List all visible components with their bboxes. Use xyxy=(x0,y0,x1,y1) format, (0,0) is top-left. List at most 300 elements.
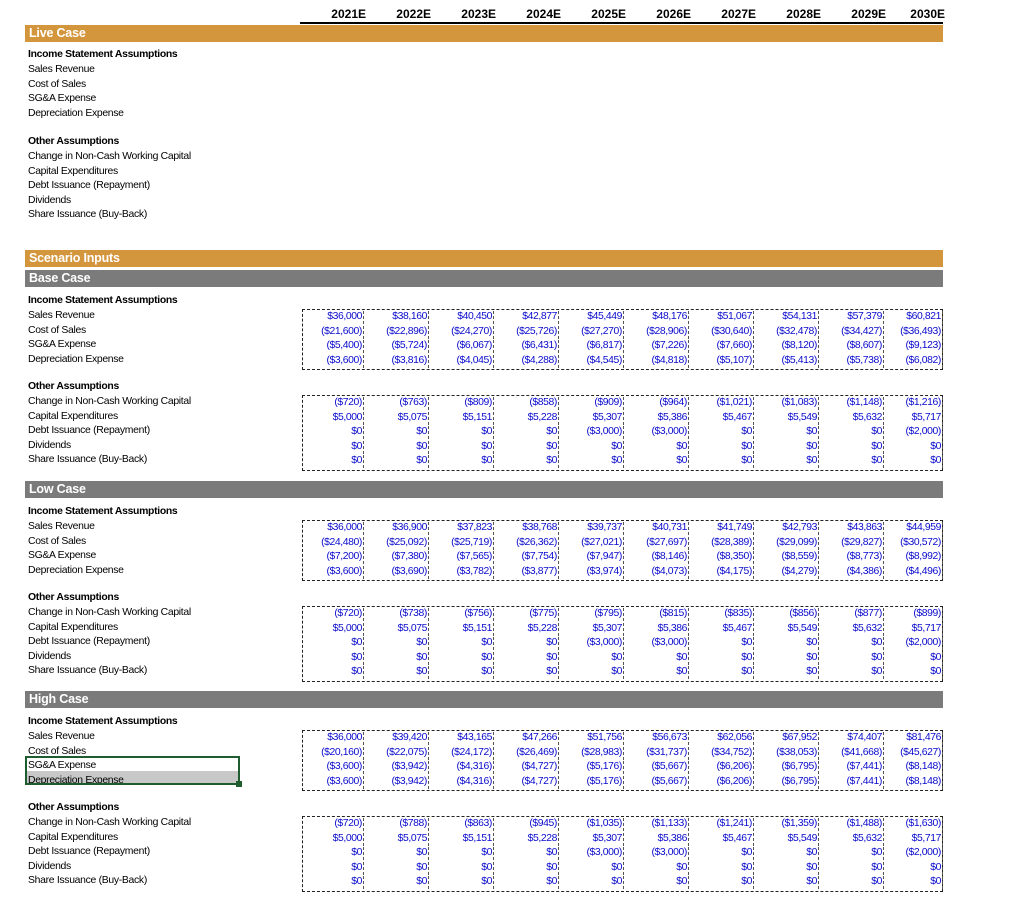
input-cell[interactable]: ($964) xyxy=(629,397,689,410)
input-cell[interactable]: $5,467 xyxy=(694,412,754,425)
input-cell[interactable]: $5,549 xyxy=(759,623,819,636)
input-cell[interactable]: $0 xyxy=(434,637,494,650)
input-cell[interactable]: ($899) xyxy=(883,608,943,621)
input-cell[interactable]: $0 xyxy=(824,876,884,889)
scenario-other-row-label[interactable]: Change in Non-Cash Working Capital xyxy=(28,817,191,828)
input-cell[interactable]: ($24,270) xyxy=(434,326,494,339)
input-cell[interactable]: ($3,000) xyxy=(629,847,689,860)
input-cell[interactable]: $5,632 xyxy=(824,833,884,846)
scenario-other-row-label[interactable]: Share Issuance (Buy-Back) xyxy=(28,454,147,465)
input-cell[interactable]: ($25,726) xyxy=(499,326,559,339)
input-cell[interactable]: $0 xyxy=(629,455,689,468)
input-cell[interactable]: $0 xyxy=(564,876,624,889)
input-cell[interactable]: $0 xyxy=(369,455,429,468)
input-cell[interactable]: $0 xyxy=(759,455,819,468)
input-cell[interactable]: ($4,316) xyxy=(434,761,494,774)
input-cell[interactable]: $0 xyxy=(369,441,429,454)
input-cell[interactable]: ($4,279) xyxy=(759,566,819,579)
input-cell[interactable]: ($9,123) xyxy=(883,340,943,353)
input-cell[interactable]: $0 xyxy=(499,637,559,650)
input-cell[interactable]: ($1,148) xyxy=(824,397,884,410)
input-cell[interactable]: ($945) xyxy=(499,818,559,831)
input-cell[interactable]: ($1,216) xyxy=(883,397,943,410)
input-cell[interactable]: $5,000 xyxy=(304,412,364,425)
input-cell[interactable]: ($20,160) xyxy=(304,747,364,760)
input-cell[interactable]: $0 xyxy=(824,441,884,454)
input-cell[interactable]: $36,000 xyxy=(304,311,364,324)
fill-handle[interactable] xyxy=(236,781,242,787)
scenario-other-row-label[interactable]: Share Issuance (Buy-Back) xyxy=(28,665,147,676)
input-cell[interactable]: ($28,906) xyxy=(629,326,689,339)
input-cell[interactable]: ($25,092) xyxy=(369,537,429,550)
input-cell[interactable]: ($32,478) xyxy=(759,326,819,339)
input-cell[interactable]: ($27,270) xyxy=(564,326,624,339)
input-cell[interactable]: $0 xyxy=(369,637,429,650)
input-cell[interactable]: ($5,400) xyxy=(304,340,364,353)
input-cell[interactable]: ($34,752) xyxy=(694,747,754,760)
input-cell[interactable]: ($809) xyxy=(434,397,494,410)
scenario-is-row-label[interactable]: Sales Revenue xyxy=(28,731,95,742)
input-cell[interactable]: ($7,441) xyxy=(824,776,884,789)
input-cell[interactable]: $0 xyxy=(694,666,754,679)
input-cell[interactable]: ($795) xyxy=(564,608,624,621)
input-cell[interactable]: $36,900 xyxy=(369,522,429,535)
input-cell[interactable]: ($7,441) xyxy=(824,761,884,774)
input-cell[interactable]: ($3,782) xyxy=(434,566,494,579)
input-cell[interactable]: $0 xyxy=(629,666,689,679)
scenario-is-row-label[interactable]: SG&A Expense xyxy=(28,339,97,350)
input-cell[interactable]: ($28,983) xyxy=(564,747,624,760)
input-cell[interactable]: $5,467 xyxy=(694,833,754,846)
input-cell[interactable]: $0 xyxy=(694,441,754,454)
input-cell[interactable]: ($815) xyxy=(629,608,689,621)
input-cell[interactable]: $0 xyxy=(369,847,429,860)
input-cell[interactable]: $0 xyxy=(304,426,364,439)
input-cell[interactable]: ($7,200) xyxy=(304,551,364,564)
scenario-other-row-label[interactable]: Share Issuance (Buy-Back) xyxy=(28,875,147,886)
input-cell[interactable]: $5,228 xyxy=(499,412,559,425)
scenario-other-row-label[interactable]: Capital Expenditures xyxy=(28,410,118,422)
input-cell[interactable]: $5,307 xyxy=(564,833,624,846)
input-cell[interactable]: $0 xyxy=(824,666,884,679)
input-cell[interactable]: ($4,175) xyxy=(694,566,754,579)
input-cell[interactable]: ($858) xyxy=(499,397,559,410)
input-cell[interactable]: $5,000 xyxy=(304,833,364,846)
input-cell[interactable]: ($856) xyxy=(759,608,819,621)
input-cell[interactable]: ($4,496) xyxy=(883,566,943,579)
input-cell[interactable]: $5,549 xyxy=(759,412,819,425)
input-cell[interactable]: $5,386 xyxy=(629,623,689,636)
input-cell[interactable]: ($3,600) xyxy=(304,776,364,789)
input-cell[interactable]: $0 xyxy=(369,666,429,679)
input-cell[interactable]: $40,450 xyxy=(434,311,494,324)
input-cell[interactable]: ($2,000) xyxy=(883,637,943,650)
input-cell[interactable]: ($7,754) xyxy=(499,551,559,564)
input-cell[interactable]: $0 xyxy=(694,426,754,439)
input-cell[interactable]: ($1,359) xyxy=(759,818,819,831)
input-cell[interactable]: $5,386 xyxy=(629,833,689,846)
scenario-is-row-label[interactable]: Depreciation Expense xyxy=(28,353,124,365)
input-cell[interactable]: ($22,896) xyxy=(369,326,429,339)
input-cell[interactable]: ($5,176) xyxy=(564,776,624,789)
input-cell[interactable]: $5,632 xyxy=(824,412,884,425)
input-cell[interactable]: $36,000 xyxy=(304,732,364,745)
input-cell[interactable]: $5,386 xyxy=(629,412,689,425)
input-cell[interactable]: $39,737 xyxy=(564,522,624,535)
input-cell[interactable]: ($8,148) xyxy=(883,776,943,789)
input-cell[interactable]: $0 xyxy=(824,455,884,468)
input-cell[interactable]: ($6,431) xyxy=(499,340,559,353)
scenario-is-row-label[interactable]: Cost of Sales xyxy=(28,745,86,757)
input-cell[interactable]: $42,877 xyxy=(499,311,559,324)
input-cell[interactable]: ($30,640) xyxy=(694,326,754,339)
input-cell[interactable]: $0 xyxy=(824,862,884,875)
input-cell[interactable]: $44,959 xyxy=(883,522,943,535)
input-cell[interactable]: ($4,727) xyxy=(499,776,559,789)
input-cell[interactable]: ($26,362) xyxy=(499,537,559,550)
input-cell[interactable]: ($4,818) xyxy=(629,355,689,368)
input-cell[interactable]: ($7,380) xyxy=(369,551,429,564)
input-cell[interactable]: $41,749 xyxy=(694,522,754,535)
input-cell[interactable]: $5,632 xyxy=(824,623,884,636)
input-cell[interactable]: $0 xyxy=(369,862,429,875)
input-cell[interactable]: ($3,877) xyxy=(499,566,559,579)
input-cell[interactable]: $0 xyxy=(824,847,884,860)
input-cell[interactable]: $43,863 xyxy=(824,522,884,535)
scenario-is-row-label[interactable]: Cost of Sales xyxy=(28,535,86,547)
input-cell[interactable]: ($30,572) xyxy=(883,537,943,550)
input-cell[interactable]: ($720) xyxy=(304,608,364,621)
input-cell[interactable]: $0 xyxy=(499,666,559,679)
scenario-is-row-label[interactable]: Depreciation Expense xyxy=(28,564,124,576)
input-cell[interactable]: ($8,773) xyxy=(824,551,884,564)
live-other-row[interactable]: Debt Issuance (Repayment) xyxy=(28,180,150,191)
input-cell[interactable]: $5,717 xyxy=(883,412,943,425)
input-cell[interactable]: $0 xyxy=(369,876,429,889)
input-cell[interactable]: ($1,241) xyxy=(694,818,754,831)
live-other-row[interactable]: Change in Non-Cash Working Capital xyxy=(28,151,191,162)
input-cell[interactable]: $0 xyxy=(434,455,494,468)
input-cell[interactable]: $5,000 xyxy=(304,623,364,636)
input-cell[interactable]: $38,768 xyxy=(499,522,559,535)
input-cell[interactable]: ($763) xyxy=(369,397,429,410)
input-cell[interactable]: $0 xyxy=(369,652,429,665)
input-cell[interactable]: ($1,488) xyxy=(824,818,884,831)
input-cell[interactable]: $0 xyxy=(434,441,494,454)
input-cell[interactable]: $0 xyxy=(883,876,943,889)
input-cell[interactable]: $51,067 xyxy=(694,311,754,324)
input-cell[interactable]: $0 xyxy=(883,652,943,665)
input-cell[interactable]: ($8,607) xyxy=(824,340,884,353)
input-cell[interactable]: $5,717 xyxy=(883,833,943,846)
input-cell[interactable]: ($3,690) xyxy=(369,566,429,579)
input-cell[interactable]: $56,673 xyxy=(629,732,689,745)
live-is-row[interactable]: Sales Revenue xyxy=(28,64,95,75)
input-cell[interactable]: ($5,667) xyxy=(629,776,689,789)
input-cell[interactable]: $0 xyxy=(629,862,689,875)
input-cell[interactable]: ($26,469) xyxy=(499,747,559,760)
input-cell[interactable]: $51,756 xyxy=(564,732,624,745)
input-cell[interactable]: $0 xyxy=(499,426,559,439)
input-cell[interactable]: $5,228 xyxy=(499,623,559,636)
input-cell[interactable]: $0 xyxy=(759,862,819,875)
input-cell[interactable]: $5,307 xyxy=(564,623,624,636)
input-cell[interactable]: $62,056 xyxy=(694,732,754,745)
input-cell[interactable]: ($3,600) xyxy=(304,566,364,579)
input-cell[interactable]: ($25,719) xyxy=(434,537,494,550)
input-cell[interactable]: ($38,053) xyxy=(759,747,819,760)
input-cell[interactable]: ($8,146) xyxy=(629,551,689,564)
input-cell[interactable]: $0 xyxy=(629,652,689,665)
scenario-other-row-label[interactable]: Dividends xyxy=(28,439,71,451)
input-cell[interactable]: ($27,697) xyxy=(629,537,689,550)
input-cell[interactable]: ($3,000) xyxy=(629,637,689,650)
input-cell[interactable]: $0 xyxy=(304,455,364,468)
input-cell[interactable]: $0 xyxy=(694,862,754,875)
input-cell[interactable]: $0 xyxy=(499,455,559,468)
input-cell[interactable]: $0 xyxy=(694,876,754,889)
input-cell[interactable]: ($4,727) xyxy=(499,761,559,774)
input-cell[interactable]: $0 xyxy=(434,847,494,860)
input-cell[interactable]: ($863) xyxy=(434,818,494,831)
input-cell[interactable]: $0 xyxy=(883,666,943,679)
input-cell[interactable]: $0 xyxy=(434,426,494,439)
input-cell[interactable]: ($6,082) xyxy=(883,355,943,368)
input-cell[interactable]: $47,266 xyxy=(499,732,559,745)
input-cell[interactable]: $5,075 xyxy=(369,623,429,636)
scenario-other-row-label[interactable]: Change in Non-Cash Working Capital xyxy=(28,396,191,407)
input-cell[interactable]: ($1,021) xyxy=(694,397,754,410)
input-cell[interactable]: $54,131 xyxy=(759,311,819,324)
input-cell[interactable]: $0 xyxy=(759,426,819,439)
input-cell[interactable]: ($788) xyxy=(369,818,429,831)
input-cell[interactable]: ($4,545) xyxy=(564,355,624,368)
input-cell[interactable]: $0 xyxy=(564,652,624,665)
input-cell[interactable]: $5,549 xyxy=(759,833,819,846)
input-cell[interactable]: ($21,600) xyxy=(304,326,364,339)
input-cell[interactable]: ($24,172) xyxy=(434,747,494,760)
input-cell[interactable]: $0 xyxy=(759,441,819,454)
input-cell[interactable]: $0 xyxy=(824,426,884,439)
input-cell[interactable]: $5,151 xyxy=(434,833,494,846)
input-cell[interactable]: $0 xyxy=(564,666,624,679)
input-cell[interactable]: ($7,565) xyxy=(434,551,494,564)
input-cell[interactable]: $5,717 xyxy=(883,623,943,636)
live-is-row[interactable]: Depreciation Expense xyxy=(28,107,124,119)
input-cell[interactable]: ($29,099) xyxy=(759,537,819,550)
input-cell[interactable]: ($3,974) xyxy=(564,566,624,579)
input-cell[interactable]: $0 xyxy=(824,652,884,665)
input-cell[interactable]: ($5,738) xyxy=(824,355,884,368)
input-cell[interactable]: $0 xyxy=(694,847,754,860)
input-cell[interactable]: ($3,000) xyxy=(629,426,689,439)
input-cell[interactable]: ($7,226) xyxy=(629,340,689,353)
input-cell[interactable]: $0 xyxy=(759,847,819,860)
scenario-other-row-label[interactable]: Debt Issuance (Repayment) xyxy=(28,636,150,647)
input-cell[interactable]: $0 xyxy=(499,441,559,454)
input-cell[interactable]: $0 xyxy=(434,862,494,875)
input-cell[interactable]: $0 xyxy=(824,637,884,650)
input-cell[interactable]: ($877) xyxy=(824,608,884,621)
input-cell[interactable]: ($738) xyxy=(369,608,429,621)
input-cell[interactable]: $0 xyxy=(304,847,364,860)
input-cell[interactable]: ($3,000) xyxy=(564,637,624,650)
input-cell[interactable]: $0 xyxy=(434,666,494,679)
input-cell[interactable]: $67,952 xyxy=(759,732,819,745)
input-cell[interactable]: $0 xyxy=(759,652,819,665)
input-cell[interactable]: ($2,000) xyxy=(883,847,943,860)
input-cell[interactable]: $0 xyxy=(434,876,494,889)
input-cell[interactable]: ($31,737) xyxy=(629,747,689,760)
scenario-other-row-label[interactable]: Debt Issuance (Repayment) xyxy=(28,846,150,857)
input-cell[interactable]: ($1,035) xyxy=(564,818,624,831)
scenario-is-row-label[interactable]: SG&A Expense xyxy=(28,550,97,561)
live-other-row[interactable]: Share Issuance (Buy-Back) xyxy=(28,209,147,220)
input-cell[interactable]: $0 xyxy=(883,862,943,875)
input-cell[interactable]: ($6,206) xyxy=(694,776,754,789)
input-cell[interactable]: $5,075 xyxy=(369,412,429,425)
input-cell[interactable]: ($3,942) xyxy=(369,761,429,774)
scenario-is-row-label[interactable]: Sales Revenue xyxy=(28,310,95,321)
input-cell[interactable]: ($2,000) xyxy=(883,426,943,439)
input-cell[interactable]: $42,793 xyxy=(759,522,819,535)
input-cell[interactable]: ($5,107) xyxy=(694,355,754,368)
input-cell[interactable]: $0 xyxy=(304,876,364,889)
input-cell[interactable]: $5,151 xyxy=(434,412,494,425)
input-cell[interactable]: $0 xyxy=(499,876,559,889)
input-cell[interactable]: ($1,630) xyxy=(883,818,943,831)
input-cell[interactable]: ($29,827) xyxy=(824,537,884,550)
input-cell[interactable]: ($7,947) xyxy=(564,551,624,564)
cell-selection[interactable] xyxy=(25,756,240,785)
input-cell[interactable]: $39,420 xyxy=(369,732,429,745)
input-cell[interactable]: ($5,176) xyxy=(564,761,624,774)
input-cell[interactable]: $0 xyxy=(369,426,429,439)
input-cell[interactable]: $5,228 xyxy=(499,833,559,846)
input-cell[interactable]: $5,307 xyxy=(564,412,624,425)
input-cell[interactable]: $0 xyxy=(694,637,754,650)
input-cell[interactable]: $0 xyxy=(629,441,689,454)
input-cell[interactable]: $0 xyxy=(304,441,364,454)
input-cell[interactable]: ($22,075) xyxy=(369,747,429,760)
input-cell[interactable]: ($720) xyxy=(304,818,364,831)
input-cell[interactable]: ($3,942) xyxy=(369,776,429,789)
input-cell[interactable]: $0 xyxy=(629,876,689,889)
input-cell[interactable]: ($3,600) xyxy=(304,355,364,368)
input-cell[interactable]: ($1,133) xyxy=(629,818,689,831)
input-cell[interactable]: ($6,795) xyxy=(759,761,819,774)
input-cell[interactable]: ($756) xyxy=(434,608,494,621)
scenario-is-row-label[interactable]: Sales Revenue xyxy=(28,521,95,532)
input-cell[interactable]: $5,151 xyxy=(434,623,494,636)
input-cell[interactable]: $57,379 xyxy=(824,311,884,324)
input-cell[interactable]: ($3,000) xyxy=(564,847,624,860)
scenario-other-row-label[interactable]: Capital Expenditures xyxy=(28,621,118,633)
input-cell[interactable]: ($45,627) xyxy=(883,747,943,760)
input-cell[interactable]: ($8,350) xyxy=(694,551,754,564)
input-cell[interactable]: ($28,389) xyxy=(694,537,754,550)
input-cell[interactable]: ($36,493) xyxy=(883,326,943,339)
live-other-row[interactable]: Dividends xyxy=(28,194,71,206)
input-cell[interactable]: ($3,000) xyxy=(564,426,624,439)
scenario-other-row-label[interactable]: Change in Non-Cash Working Capital xyxy=(28,607,191,618)
input-cell[interactable]: $0 xyxy=(499,862,559,875)
input-cell[interactable]: ($8,120) xyxy=(759,340,819,353)
input-cell[interactable]: ($6,067) xyxy=(434,340,494,353)
input-cell[interactable]: ($6,817) xyxy=(564,340,624,353)
input-cell[interactable]: $48,176 xyxy=(629,311,689,324)
input-cell[interactable]: ($6,795) xyxy=(759,776,819,789)
input-cell[interactable]: ($8,559) xyxy=(759,551,819,564)
input-cell[interactable]: ($835) xyxy=(694,608,754,621)
input-cell[interactable]: $60,821 xyxy=(883,311,943,324)
input-cell[interactable]: ($34,427) xyxy=(824,326,884,339)
input-cell[interactable]: ($27,021) xyxy=(564,537,624,550)
scenario-is-row-label[interactable]: SG&A Expense xyxy=(28,760,97,771)
scenario-other-row-label[interactable]: Dividends xyxy=(28,860,71,872)
input-cell[interactable]: $40,731 xyxy=(629,522,689,535)
input-cell[interactable]: $0 xyxy=(564,455,624,468)
input-cell[interactable]: $81,476 xyxy=(883,732,943,745)
input-cell[interactable]: $0 xyxy=(304,862,364,875)
input-cell[interactable]: $45,449 xyxy=(564,311,624,324)
input-cell[interactable]: ($720) xyxy=(304,397,364,410)
input-cell[interactable]: $5,467 xyxy=(694,623,754,636)
input-cell[interactable]: $0 xyxy=(499,847,559,860)
input-cell[interactable]: $0 xyxy=(883,441,943,454)
scenario-is-row-label[interactable]: Depreciation Expense xyxy=(28,774,124,786)
input-cell[interactable]: $0 xyxy=(694,652,754,665)
input-cell[interactable]: $0 xyxy=(883,455,943,468)
input-cell[interactable]: $74,407 xyxy=(824,732,884,745)
input-cell[interactable]: ($5,724) xyxy=(369,340,429,353)
input-cell[interactable]: ($3,816) xyxy=(369,355,429,368)
input-cell[interactable]: $0 xyxy=(759,637,819,650)
input-cell[interactable]: ($4,386) xyxy=(824,566,884,579)
input-cell[interactable]: ($8,992) xyxy=(883,551,943,564)
scenario-other-row-label[interactable]: Capital Expenditures xyxy=(28,831,118,843)
input-cell[interactable]: ($3,600) xyxy=(304,761,364,774)
input-cell[interactable]: ($5,667) xyxy=(629,761,689,774)
input-cell[interactable]: $0 xyxy=(304,637,364,650)
input-cell[interactable]: ($7,660) xyxy=(694,340,754,353)
input-cell[interactable]: ($8,148) xyxy=(883,761,943,774)
input-cell[interactable]: ($24,480) xyxy=(304,537,364,550)
input-cell[interactable]: $37,823 xyxy=(434,522,494,535)
input-cell[interactable]: $43,165 xyxy=(434,732,494,745)
input-cell[interactable]: ($5,413) xyxy=(759,355,819,368)
input-cell[interactable]: $36,000 xyxy=(304,522,364,535)
input-cell[interactable]: $0 xyxy=(759,876,819,889)
input-cell[interactable]: ($775) xyxy=(499,608,559,621)
input-cell[interactable]: ($1,083) xyxy=(759,397,819,410)
input-cell[interactable]: ($4,316) xyxy=(434,776,494,789)
input-cell[interactable]: ($41,668) xyxy=(824,747,884,760)
input-cell[interactable]: $0 xyxy=(564,441,624,454)
input-cell[interactable]: ($4,045) xyxy=(434,355,494,368)
input-cell[interactable]: $0 xyxy=(434,652,494,665)
input-cell[interactable]: $0 xyxy=(759,666,819,679)
input-cell[interactable]: $5,075 xyxy=(369,833,429,846)
input-cell[interactable]: $0 xyxy=(304,666,364,679)
live-is-row[interactable]: Cost of Sales xyxy=(28,78,86,90)
live-other-row[interactable]: Capital Expenditures xyxy=(28,165,118,177)
input-cell[interactable]: $0 xyxy=(564,862,624,875)
input-cell[interactable]: $0 xyxy=(499,652,559,665)
input-cell[interactable]: ($6,206) xyxy=(694,761,754,774)
input-cell[interactable]: $0 xyxy=(304,652,364,665)
scenario-other-row-label[interactable]: Debt Issuance (Repayment) xyxy=(28,425,150,436)
